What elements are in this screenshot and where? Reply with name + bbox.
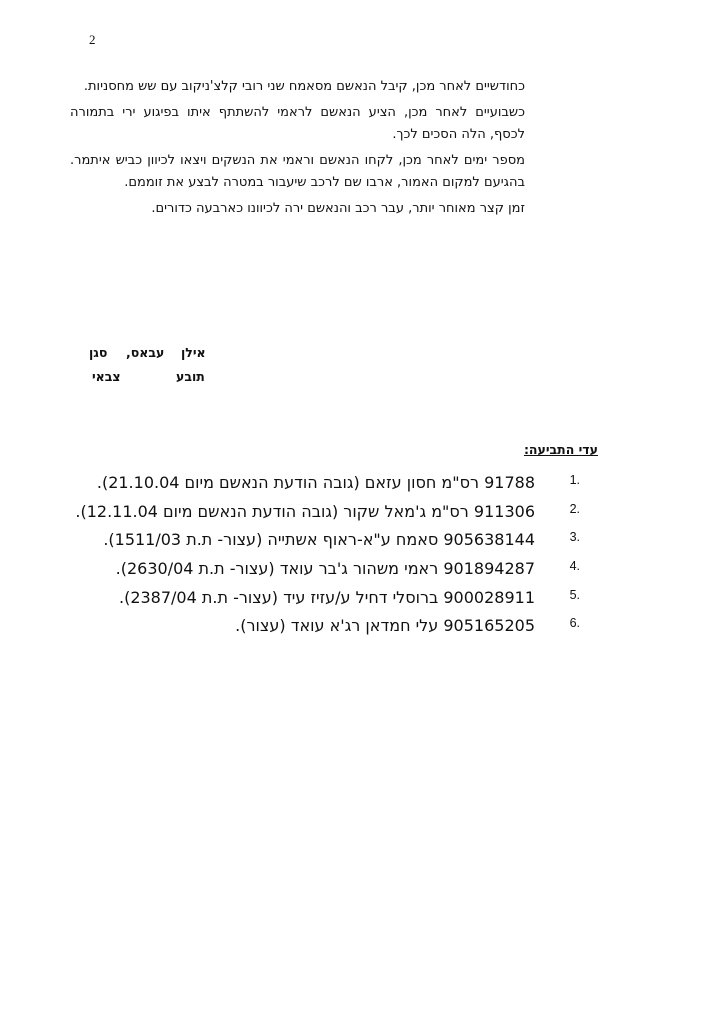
indictment-body: [70, 76, 525, 224]
list-item-number: 4.: [569, 559, 580, 573]
list-item-text: 901894287 ראמי משהור ג'בר עואד (עצור- ת.ת 2630/04).: [115, 559, 535, 578]
list-item-text: 91788 רס"מ חסון עזאם (גובה הודעת הנאשם מיום 21.10.04).: [96, 473, 535, 492]
list-item-number: 5.: [569, 588, 580, 602]
paragraph-2: כשבועיים לאחר מכן, הציע הנאשם לראמי להשתתף איתו בפיגוע ירי בתמורה לכסף, הלה הסכים לכך.: [70, 105, 525, 142]
signature-last-name: עבאס,: [126, 345, 165, 360]
list-item-number: 3.: [569, 530, 580, 544]
page-number: 2: [89, 32, 96, 47]
signature-rank: סגן: [89, 345, 108, 360]
paragraph-4: זמן קצר מאוחר יותר, עבר רכב והנאשם ירה לכיוונו כארבעה כדורים.: [151, 201, 525, 216]
paragraph-1: כחודשיים לאחר מכן, קיבל הנאשם מסאמח שני רובי קלצ'ניקוב עם שש מחסניות.: [83, 79, 525, 94]
witnesses-heading: עדי התביעה:: [523, 442, 598, 457]
signature-role-military: צבאי: [92, 369, 121, 384]
list-item-text: 900028911 ברוסלי דחיל ע/עזיז עיד (עצור- ת.ת 2387/04).: [118, 588, 535, 607]
signature-role-prosecutor: תובע: [176, 369, 205, 384]
list-item-number: 2.: [569, 502, 580, 516]
list-item-text: 911306 רס"מ ג'מאל שקור (גובה הודעת הנאשם מיום 12.11.04).: [75, 502, 535, 521]
signature-first-name: אילן: [181, 345, 206, 360]
list-item-text: 905638144 סאמח ע"א-ראוף אשתייה (עצור- ת.ת 1511/03).: [103, 530, 535, 549]
list-item-text: 905165205 עלי חמדאן רג'א עואד (עצור).: [235, 616, 535, 635]
list-item-number: 1.: [569, 473, 580, 487]
list-item-number: 6.: [569, 616, 580, 630]
paragraph-3: מספר ימים לאחר מכן, לקחו הנאשם וראמי את הנשקים ויצאו לכיוון כביש איתמר. בהגיעם למקום האמור, ארבו שם לרכב שיעבור במטרה לבצע את זוממם.: [70, 153, 525, 190]
